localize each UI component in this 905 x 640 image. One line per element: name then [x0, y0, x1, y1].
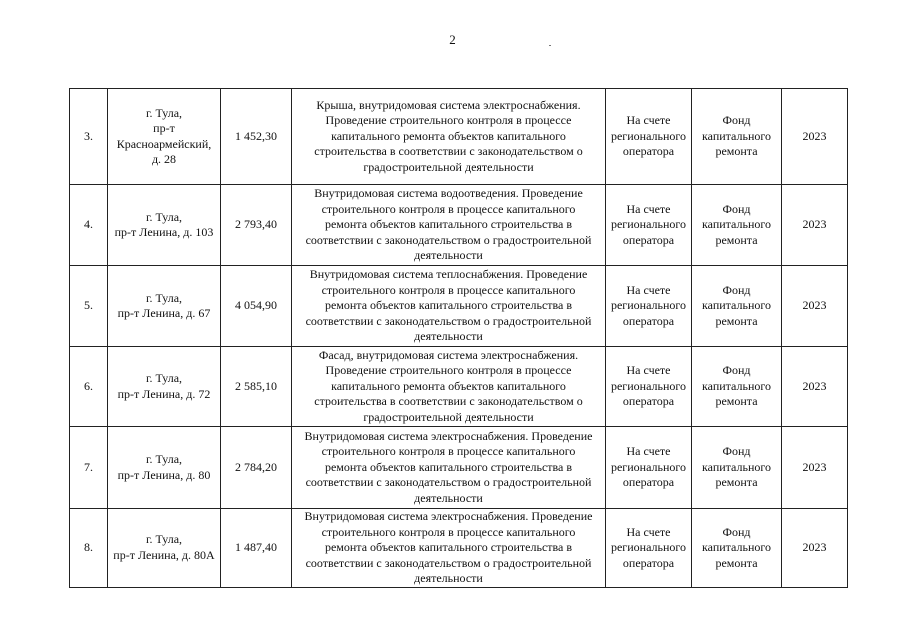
row-number-cell: 5.: [70, 266, 108, 347]
account-line: На счете: [626, 113, 671, 128]
year-cell: 2023: [782, 266, 848, 347]
account-line: На счете: [626, 201, 671, 216]
address-line: г. Тула,: [145, 105, 183, 120]
address-line: пр-т Ленина, д. 80А: [113, 547, 215, 562]
description-line: градостроительной деятельности: [363, 159, 534, 174]
fund-cell: [692, 185, 782, 266]
fund-line: капитального: [702, 540, 771, 554]
address-cell: [108, 427, 221, 509]
account-cell: [606, 347, 692, 427]
description-line: соответствии с законодательством о градостроительной: [305, 475, 592, 490]
description-line: Внутридомовая система водоотведения. Проведение: [314, 186, 583, 201]
description-line: Внутридомовая система электроснабжения. Проведение: [304, 509, 593, 523]
account-line: На счете: [626, 444, 671, 459]
address-line: г. Тула,: [145, 290, 183, 305]
fund-line: ремонта: [715, 313, 758, 328]
page-number: 2: [449, 32, 456, 47]
description-line: соответствии с законодательством о градостроительной: [305, 313, 592, 328]
repair-works-table: [69, 88, 848, 588]
address-cell: [108, 347, 221, 427]
fund-cell: [692, 427, 782, 509]
row-number-cell: 3.: [70, 89, 108, 185]
fund-line: капитального: [702, 298, 771, 313]
row-number-cell: 7.: [70, 427, 108, 509]
table-row: [70, 509, 848, 588]
area-cell: 1 487,40: [221, 509, 292, 588]
description-line: ремонта объектов капитального строительства в: [324, 540, 573, 554]
description-cell: [292, 509, 606, 588]
description-line: деятельности: [414, 248, 483, 263]
description-cell: [292, 266, 606, 347]
address-cell: [108, 185, 221, 266]
account-line: оператора: [622, 232, 675, 247]
scan-artifact-dot: [549, 45, 551, 46]
table-row: [70, 185, 848, 266]
year-cell: 2023: [782, 347, 848, 427]
account-line: оператора: [622, 144, 675, 159]
fund-line: капитального: [702, 217, 771, 232]
account-cell: [606, 185, 692, 266]
address-line: г. Тула,: [145, 209, 183, 224]
description-line: деятельности: [414, 490, 483, 505]
description-line: ремонта объектов капитального строительства в: [324, 217, 573, 232]
account-line: регионального: [610, 540, 687, 554]
address-line: пр-т: [153, 121, 175, 135]
description-line: капитального ремонта объектов капитального: [331, 128, 566, 143]
year-cell: 2023: [782, 509, 848, 588]
description-line: Крыша, внутридомовая система электроснабжения.: [316, 97, 581, 112]
account-line: регионального: [610, 378, 687, 393]
fund-cell: [692, 89, 782, 185]
address-cell: [108, 89, 221, 185]
fund-cell: [692, 509, 782, 588]
description-line: Внутридомовая система электроснабжения. Проведение: [304, 428, 593, 443]
table-row: [70, 347, 848, 427]
area-cell: 2 793,40: [221, 185, 292, 266]
description-line: деятельности: [414, 571, 483, 585]
address-line: пр-т Ленина, д. 103: [114, 225, 214, 239]
account-cell: [606, 427, 692, 509]
address-cell: [108, 509, 221, 588]
fund-line: капитального: [702, 459, 771, 474]
row-number-cell: 6.: [70, 347, 108, 427]
area-cell: 2 585,10: [221, 347, 292, 427]
description-line: Проведение строительного контроля в процессе: [325, 113, 572, 128]
account-line: На счете: [626, 524, 671, 539]
description-line: деятельности: [414, 329, 483, 344]
address-line: пр-т Ленина, д. 67: [117, 306, 211, 320]
address-line: г. Тула,: [145, 371, 183, 385]
description-cell: [292, 89, 606, 185]
address-line: пр-т Ленина, д. 72: [117, 386, 211, 401]
account-cell: [606, 266, 692, 347]
description-line: соответствии с законодательством о градостроительной: [305, 555, 592, 570]
description-line: строительного контроля в процессе капитального: [321, 201, 576, 216]
fund-line: Фонд: [722, 524, 751, 539]
description-line: соответствии с законодательством о градостроительной: [305, 232, 592, 247]
description-cell: [292, 427, 606, 509]
fund-line: Фонд: [722, 363, 751, 378]
fund-line: ремонта: [715, 144, 758, 159]
account-line: оператора: [622, 394, 675, 409]
account-line: оператора: [622, 313, 675, 328]
description-line: Фасад, внутридомовая система электроснабжения.: [318, 347, 579, 362]
description-line: Внутридомовая система теплоснабжения. Проведение: [309, 267, 588, 282]
fund-cell: [692, 266, 782, 347]
description-cell: [292, 185, 606, 266]
description-line: строительного контроля в процессе капитального: [321, 282, 576, 297]
account-line: регионального: [610, 128, 687, 143]
account-line: регионального: [610, 459, 687, 474]
description-line: ремонта объектов капитального строительства в: [324, 459, 573, 474]
description-line: капитального ремонта объектов капитального: [331, 378, 566, 393]
account-line: оператора: [622, 475, 675, 490]
fund-cell: [692, 347, 782, 427]
address-line: пр-т Ленина, д. 80: [117, 467, 211, 482]
year-cell: 2023: [782, 89, 848, 185]
description-line: строительного контроля в процессе капитального: [321, 524, 576, 539]
description-line: строительства в соответствии с законодательством о: [314, 144, 583, 159]
address-line: д. 28: [151, 152, 177, 166]
fund-line: Фонд: [722, 282, 751, 297]
row-number-cell: 4.: [70, 185, 108, 266]
description-line: строительного контроля в процессе капитального: [321, 444, 576, 459]
account-line: регионального: [610, 298, 687, 313]
description-line: градостроительной деятельности: [363, 409, 534, 424]
year-cell: 2023: [782, 185, 848, 266]
table-row: [70, 427, 848, 509]
description-line: строительства в соответствии с законодательством о: [314, 394, 583, 409]
account-cell: [606, 89, 692, 185]
account-line: оператора: [622, 555, 675, 570]
fund-line: Фонд: [722, 201, 751, 216]
fund-line: Фонд: [722, 444, 751, 459]
address-line: Красноармейский,: [116, 136, 212, 151]
area-cell: 1 452,30: [221, 89, 292, 185]
row-number-cell: 8.: [70, 509, 108, 588]
fund-line: капитального: [702, 378, 771, 393]
account-line: На счете: [626, 363, 671, 378]
description-line: ремонта объектов капитального строительства в: [324, 298, 573, 313]
address-cell: [108, 266, 221, 347]
year-cell: 2023: [782, 427, 848, 509]
table-row: [70, 266, 848, 347]
area-cell: 2 784,20: [221, 427, 292, 509]
account-line: На счете: [626, 282, 671, 297]
account-cell: [606, 509, 692, 588]
fund-line: Фонд: [722, 113, 751, 128]
address-line: г. Тула,: [145, 452, 183, 466]
table-row: [70, 89, 848, 185]
address-line: г. Тула,: [145, 532, 183, 547]
fund-line: ремонта: [715, 555, 758, 570]
fund-line: капитального: [702, 128, 771, 143]
fund-line: ремонта: [715, 475, 758, 490]
account-line: регионального: [610, 217, 687, 232]
description-line: Проведение строительного контроля в процессе: [325, 363, 572, 378]
fund-line: ремонта: [715, 394, 758, 409]
fund-line: ремонта: [715, 232, 758, 247]
description-cell: [292, 347, 606, 427]
area-cell: 4 054,90: [221, 266, 292, 347]
